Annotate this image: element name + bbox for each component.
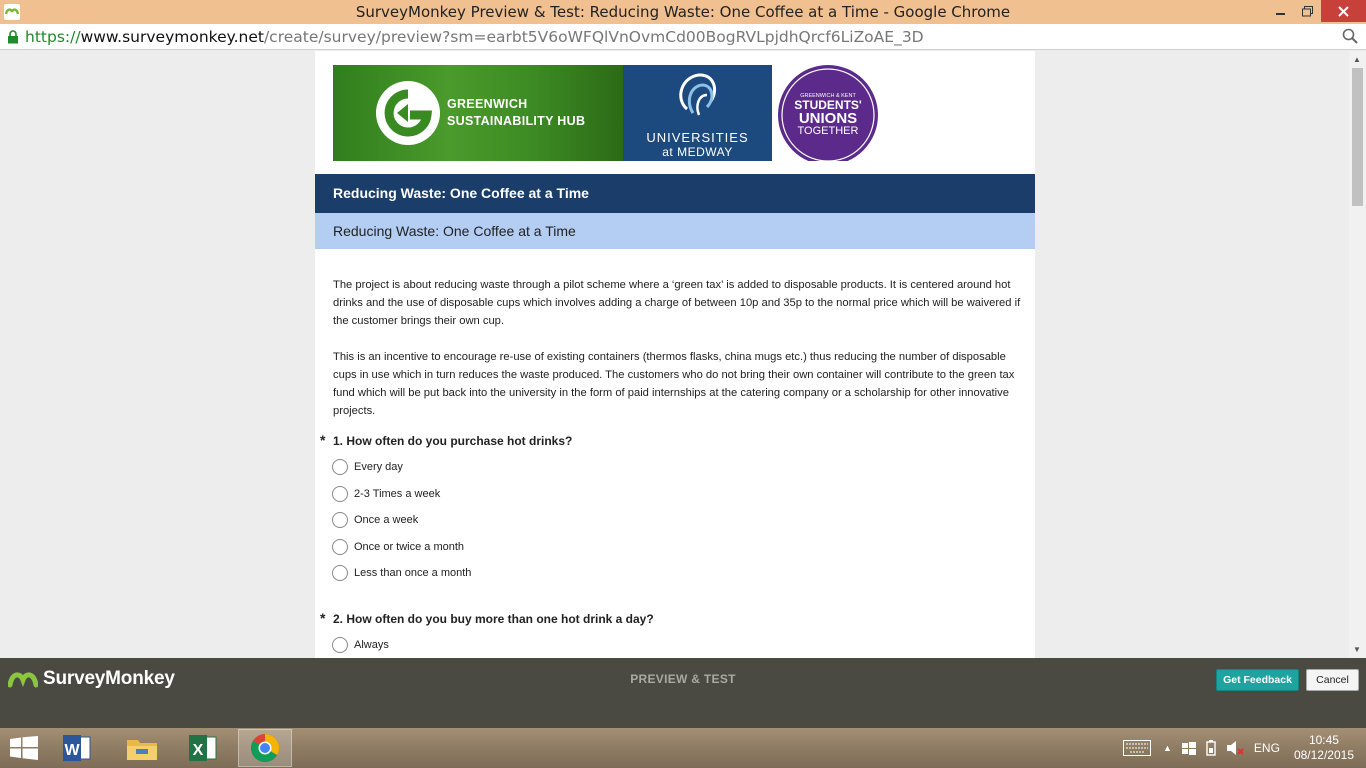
radio-button[interactable]	[332, 565, 348, 581]
question-1-text: 1. How often do you purchase hot drinks?	[333, 434, 573, 448]
chrome-icon	[250, 733, 280, 763]
lock-icon	[7, 30, 19, 44]
start-button[interactable]	[10, 736, 38, 765]
q1-option-2-3-times-a-week[interactable]	[332, 486, 440, 502]
suut-line2: UNIONS	[798, 110, 858, 127]
system-tray	[1123, 728, 1366, 768]
radio-button[interactable]	[332, 459, 348, 475]
question-2	[320, 610, 654, 626]
address-bar[interactable]	[0, 24, 1366, 50]
folder-icon	[126, 735, 158, 761]
taskbar-file-explorer[interactable]	[115, 729, 169, 767]
page-viewport	[0, 51, 1349, 658]
page-title: Reducing Waste: One Coffee at a Time	[315, 213, 1035, 249]
close-button[interactable]	[1321, 0, 1366, 22]
svg-text:W: W	[64, 742, 80, 759]
question-1	[320, 432, 572, 448]
restore-icon	[1302, 6, 1313, 17]
intro-paragraph-2: This is an incentive to encourage re-use of existing containers (thermos flasks, china mugs etc.) thus reducing the number of disposable cups in use which in turn reduces the waste produced. The customers who do not bring their own container will contribute to the green tax fund which will be put back into the university in the form of paid internships at the catering company or a scholarship for other innovative projects.	[333, 351, 1015, 417]
svg-text:X: X	[192, 742, 204, 759]
option-label: Always	[354, 639, 389, 651]
q1-option-once-a-week[interactable]	[332, 512, 418, 528]
keyboard-icon[interactable]	[1123, 740, 1151, 756]
brand-name: SurveyMonkey	[43, 668, 175, 689]
get-feedback-button[interactable]: Get Feedback	[1216, 669, 1299, 691]
url-host: www.surveymonkey.net	[80, 27, 264, 46]
close-icon	[1338, 6, 1349, 17]
clock[interactable]	[1294, 733, 1354, 763]
swirl-icon	[667, 69, 729, 127]
windows-taskbar	[0, 728, 1366, 768]
uam-line2: at MEDWAY	[662, 145, 733, 159]
survey-intro	[333, 276, 1023, 438]
clock-time: 10:45	[1308, 733, 1339, 747]
scroll-down-arrow-icon[interactable]: ▼	[1353, 645, 1361, 654]
suut-line3: TOGETHER	[797, 125, 859, 137]
cancel-button[interactable]: Cancel	[1306, 669, 1359, 691]
battery-icon[interactable]	[1204, 740, 1218, 756]
minimize-button[interactable]	[1267, 0, 1294, 22]
action-center-flag-icon[interactable]	[1182, 741, 1196, 755]
url-scheme: https://	[25, 27, 81, 46]
radio-button[interactable]	[332, 512, 348, 528]
gsh-line2: SUSTAINABILITY HUB	[447, 114, 586, 128]
suut-small-text: GREENWICH & KENT	[800, 93, 856, 99]
url-text[interactable]	[25, 28, 924, 46]
show-hidden-icons-icon[interactable]: ▲	[1163, 743, 1172, 753]
windows-logo-icon	[10, 736, 38, 760]
greenwich-sustainability-hub-logo	[333, 65, 623, 161]
q2-option-always[interactable]	[332, 637, 389, 653]
scroll-up-arrow-icon[interactable]: ▲	[1353, 55, 1361, 64]
word-icon	[62, 734, 92, 762]
universities-at-medway-logo	[623, 65, 772, 161]
gsh-line1: GREENWICH	[447, 97, 528, 111]
volume-muted-icon[interactable]	[1226, 740, 1244, 756]
radio-button[interactable]	[332, 486, 348, 502]
survey-page	[315, 51, 1035, 658]
preview-mode-label: PREVIEW & TEST	[630, 672, 736, 686]
taskbar-word[interactable]	[50, 729, 104, 767]
uam-line1: UNIVERSITIES	[646, 130, 749, 145]
window-title: SurveyMonkey Preview & Test: Reducing Waste: One Coffee at a Time - Google Chrome	[355, 3, 1011, 21]
option-label: Once or twice a month	[354, 541, 465, 553]
radio-button[interactable]	[332, 539, 348, 555]
required-marker: *	[320, 610, 326, 626]
scrollbar-thumb[interactable]	[1352, 68, 1363, 206]
intro-paragraph-1: The project is about reducing waste through a pilot scheme where a ‘green tax’ is added to disposable products. It is centered around hot drinks and the use of disposable cups which involves adding a charge of between 10p and 35p to the normal price which will be waivered if the customer brings their own cup.	[333, 279, 1021, 327]
taskbar-chrome[interactable]	[238, 729, 292, 767]
option-label: Every day	[354, 461, 403, 473]
excel-icon	[188, 734, 218, 762]
clock-date: 08/12/2015	[1293, 748, 1354, 762]
restore-button[interactable]	[1294, 0, 1321, 22]
language-indicator[interactable]: ENG	[1253, 741, 1280, 755]
url-path: /create/survey/preview?sm=earbt5V6oWFQlVnOvmCd00BogRVLpjdhQrcf6LiZoAE_3D	[263, 27, 924, 46]
window-titlebar	[0, 0, 1366, 24]
radio-button[interactable]	[332, 637, 348, 653]
vertical-scrollbar[interactable]	[1349, 51, 1366, 658]
option-label: Less than once a month	[354, 567, 472, 579]
required-marker: *	[320, 432, 326, 448]
q1-option-every-day[interactable]	[332, 459, 403, 475]
survey-title: Reducing Waste: One Coffee at a Time	[315, 174, 1035, 213]
q1-option-once-or-twice-a-month[interactable]	[332, 539, 464, 555]
option-label: 2-3 Times a week	[354, 488, 441, 500]
taskbar-excel[interactable]	[176, 729, 230, 767]
search-icon[interactable]	[1342, 28, 1358, 44]
preview-toolbar	[0, 658, 1366, 728]
q1-option-less-than-once-a-month[interactable]	[332, 565, 471, 581]
logo-banner	[333, 65, 882, 161]
question-2-text: 2. How often do you buy more than one hot drink a day?	[333, 612, 654, 626]
students-unions-together-logo	[772, 65, 882, 161]
suut-line1: STUDENTS'	[794, 98, 862, 112]
minimize-icon	[1276, 6, 1286, 16]
g-logo-icon	[375, 80, 441, 146]
option-label: Once a week	[354, 514, 419, 526]
